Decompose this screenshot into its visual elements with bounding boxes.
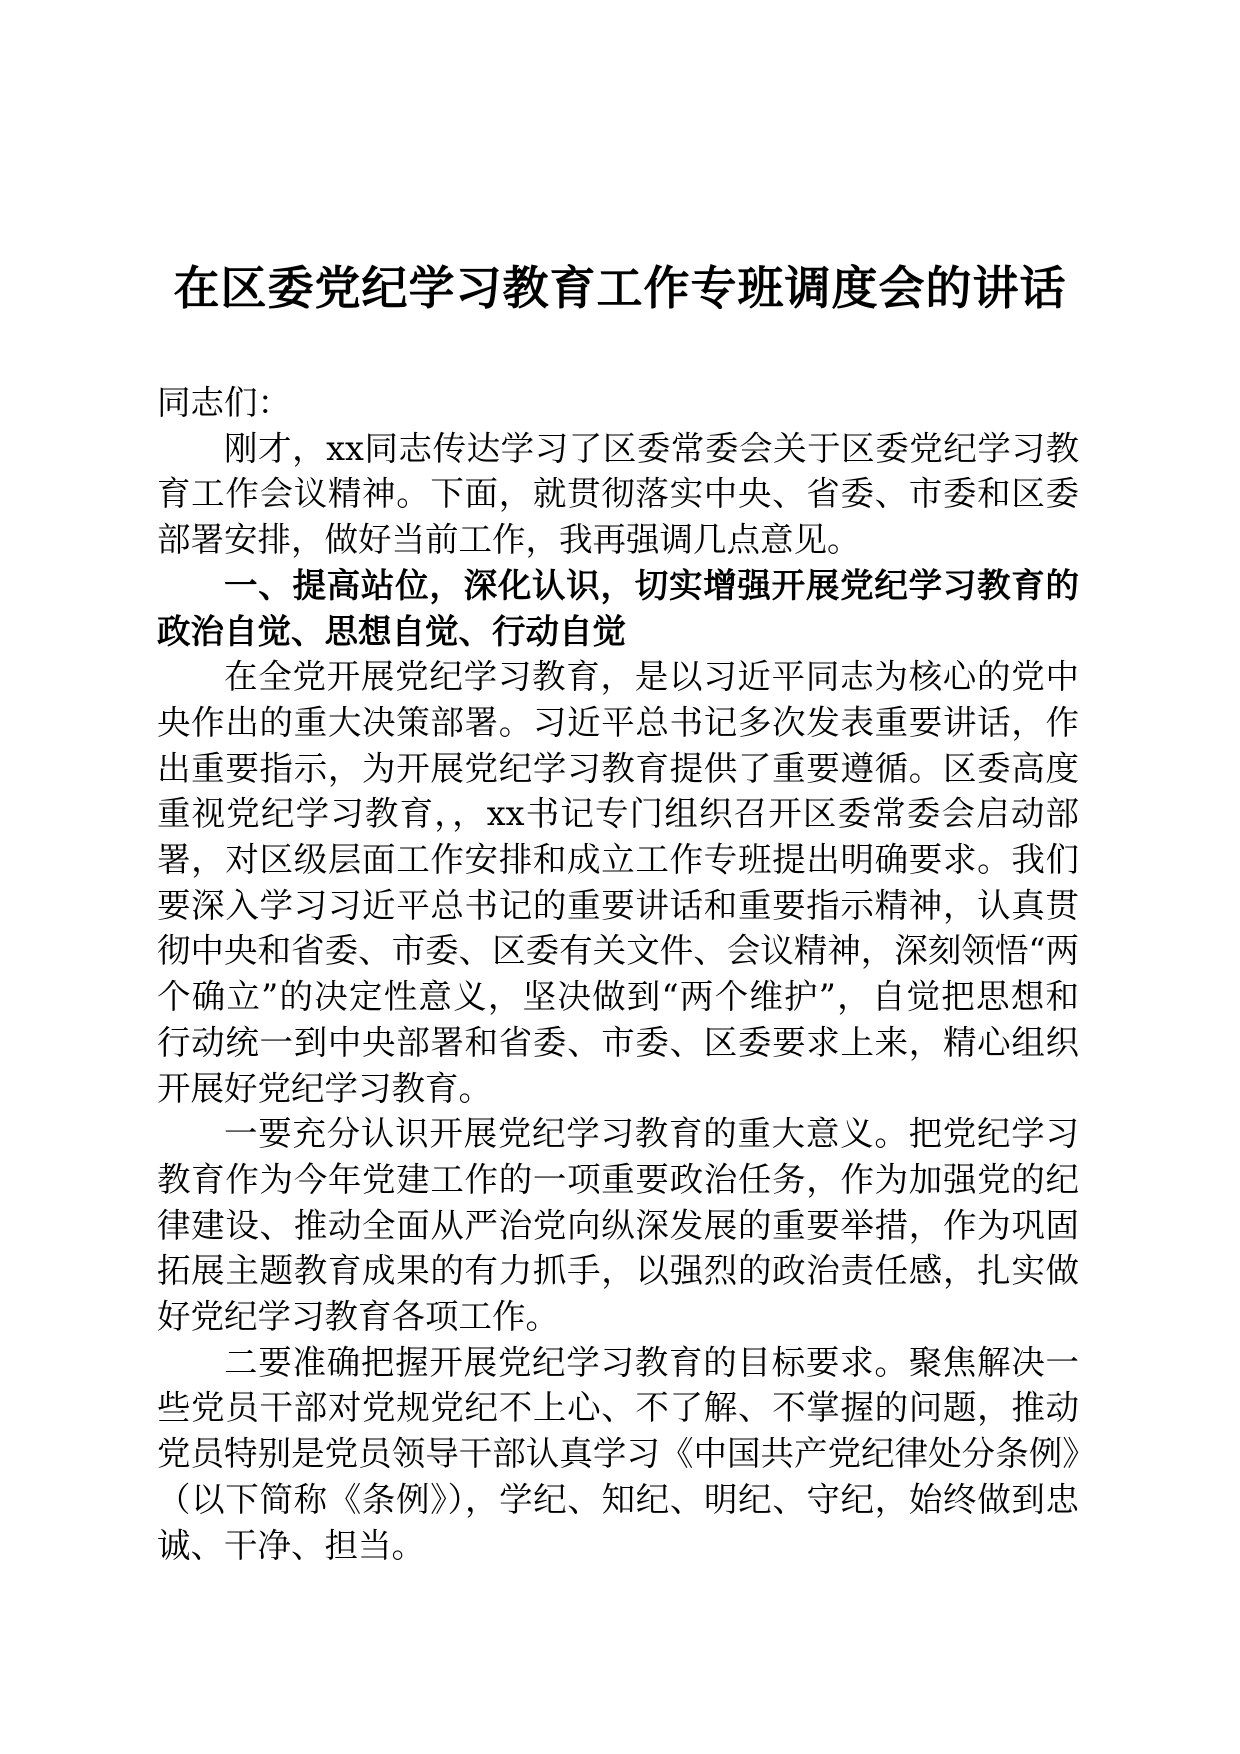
paragraph-point-2: 二要准确把握开展党纪学习教育的目标要求。聚焦解决一些党员干部对党规党纪不上心、不了解、不掌握的问题，推动党员特别是党员领导干部认真学习《中国共产党纪律处分条例》（以下简称《条例》），学纪、知纪、明纪、守纪，始终做到忠诚、干净、担当。 — [157, 1342, 1079, 1565]
paragraph-point-1: 一要充分认识开展党纪学习教育的重大意义。把党纪学习教育作为今年党建工作的一项重要政治任务，作为加强党的纪律建设、推动全面从严治党向纵深发展的重要举措，作为巩固拓展主题教育成果的有力抓手，以强烈的政治责任感，扎实做好党纪学习教育各项工作。 — [157, 1114, 1079, 1337]
document-title: 在区委党纪学习教育工作专班调度会的讲话 — [173, 261, 1067, 315]
salutation: 同志们： — [157, 383, 291, 422]
document-body — [157, 380, 1079, 1568]
paragraph-section-1-body: 在全党开展党纪学习教育，是以习近平同志为核心的党中央作出的重大决策部署。习近平总书记多次发表重要讲话，作出重要指示，为开展党纪学习教育提供了重要遵循。区委高度重视党纪学习教育，，xx书记专门组织召开区委常委会启动部署，对区级层面工作安排和成立工作专班提出明确要求。我们要深入学习习近平总书记的重要讲话和重要指示精神，认真贯彻中央和省委、市委、区委有关文件、会议精神，深刻领悟“两个确立”的决定性意义，坚决做到“两个维护”，自觉把思想和行动统一到中央部署和省委、市委、区委要求上来，精心组织开展好党纪学习教育。 — [157, 657, 1079, 1108]
paragraph-intro: 刚才，xx同志传达学习了区委常委会关于区委党纪学习教育工作会议精神。下面，就贯彻落实中央、省委、市委和区委部署安排，做好当前工作，我再强调几点意见。 — [157, 428, 1079, 560]
section-heading-1: 一、提高站位，深化认识，切实增强开展党纪学习教育的政治自觉、思想自觉、行动自觉 — [157, 565, 1079, 651]
